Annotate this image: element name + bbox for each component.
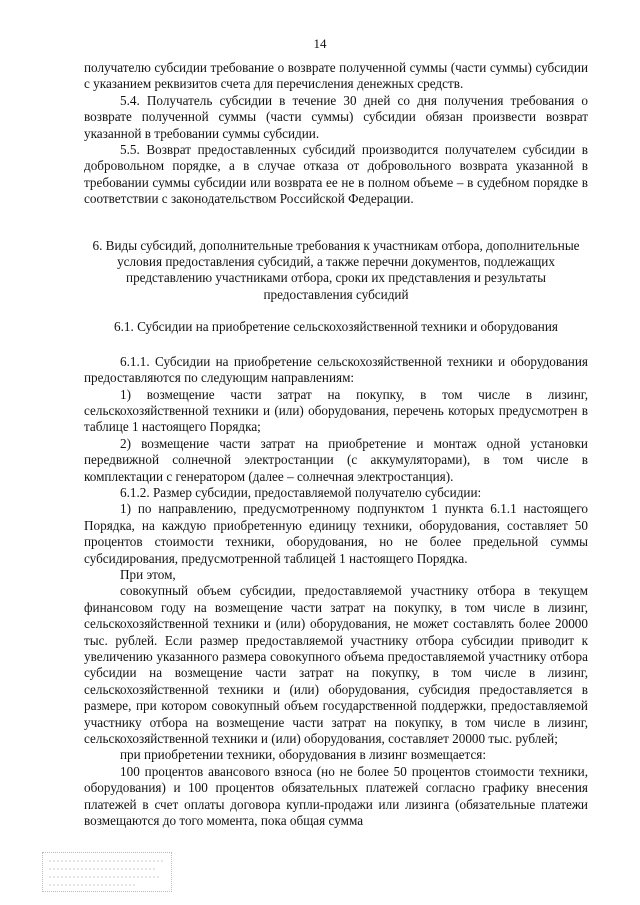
- paragraph: 100 процентов авансового взноса (но не более 50 процентов стоимости техники, оборудования) и 100 процентов обязательных платежей согласно графику внесения платежей в счет оплаты договора купли-продажи или лизинга (обязательные платежи возмещаются до того момента, пока общая сумма: [84, 763, 588, 829]
- paragraph: 6.1.2. Размер субсидии, предоставляемой получателю субсидии:: [120, 484, 482, 500]
- paragraph: 2) возмещение части затрат на приобретение и монтаж одной установки передвижной солнечной электростанции (с аккумуляторами), в том числе в комплектации с генератором (далее – солнечная электростанция).: [84, 435, 588, 484]
- subsection-heading: 6.1. Субсидии на приобретение сельскохозяйственной техники и оборудования: [113, 319, 558, 335]
- paragraph: 1) возмещение части затрат на покупку, в том числе в лизинг, сельскохозяйственной техники и (или) оборудования, перечень которых предусмотрен в таблице 1 настоящего Порядка;: [84, 386, 588, 435]
- document-body: [84, 60, 588, 829]
- paragraph: При этом,: [120, 566, 176, 582]
- stamp-lines-icon: [47, 855, 167, 889]
- section-heading: 6. Виды субсидий, дополнительные требования к участникам отбора, дополнительные условия предоставления субсидий, а также перечни документов, подлежащих представлению участниками отбора, сроки их представления и результаты предоставления субсидий: [92, 237, 580, 302]
- paragraph: 5.4. Получатель субсидии в течение 30 дней со дня получения требования о возврате полученной суммы (части суммы) субсидии обязан произвести возврат указанной в требовании суммы субсидии.: [84, 92, 588, 141]
- page-number: 14: [313, 36, 327, 51]
- faded-stamp: [42, 852, 172, 892]
- paragraph: 5.5. Возврат предоставленных субсидий производится получателем субсидии в добровольном порядке, а в случае отказа от добровольного возврата указанной в требовании суммы субсидии или возврата ее не в полном объеме – в судебном порядке в соответствии с законодательством Российской Федерации.: [84, 142, 588, 207]
- paragraph: 6.1.1. Субсидии на приобретение сельскохозяйственной техники и оборудования предоставляются по следующим направлениям:: [84, 353, 588, 386]
- paragraph: получателю субсидии требование о возврате полученной суммы (части суммы) субсидии с указанием реквизитов счета для перечисления денежных средств.: [84, 60, 588, 92]
- paragraph: при приобретении техники, оборудования в лизинг возмещается:: [120, 747, 487, 763]
- paragraph: 1) по направлению, предусмотренному подпунктом 1 пункта 6.1.1 настоящего Порядка, на каждую приобретенную единицу техники, оборудования, составляет 50 процентов стоимости техники, оборудования, но не более предельной суммы субсидирования, предусмотренной таблицей 1 настоящего Порядка.: [84, 501, 588, 566]
- paragraph: совокупный объем субсидии, предоставляемой участнику отбора в текущем финансовом году на возмещение части затрат на покупку, в том числе в лизинг, сельскохозяйственной техники и (или) оборудования, не может составлять более 20000 тыс. рублей. Если размер предоставляемой участнику отбора субсидии приводит к увеличению указанного размера совокупного объема предоставляемой участнику отбора субсидии на возмещение части затрат на покупку, в том числе в лизинг, сельскохозяйственной техники и (или) оборудования, субсидия предоставляется в размере, при котором совокупный объем государственной поддержки, предоставляемой участнику отбора на возмещение части затрат на покупку, в том числе в лизинг, сельскохозяйственной техники и (или) оборудования, составляет 20000 тыс. рублей;: [84, 583, 588, 747]
